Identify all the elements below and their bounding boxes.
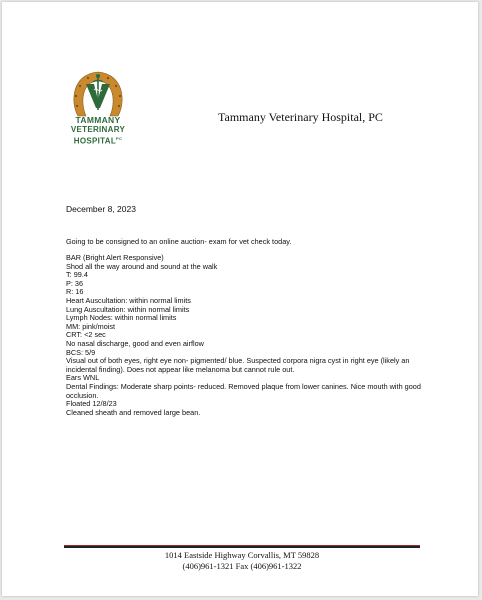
logo-line-tammany: TAMMANY — [75, 115, 121, 125]
note-line: Ears WNL — [66, 373, 100, 383]
exam-date: December 8, 2023 — [66, 204, 136, 214]
hospital-name-heading: Tammany Veterinary Hospital, PC — [218, 110, 383, 124]
note-line: BCS: 5/9 — [66, 347, 96, 357]
note-line: Lung Auscultation: within normal limits — [66, 304, 190, 314]
logo-pc-suffix: PC — [116, 136, 123, 141]
note-line: R: 16 — [66, 287, 84, 297]
footer-divider — [64, 545, 420, 548]
note-line: P: 36 — [66, 278, 84, 288]
note-line: CRT: <2 sec — [66, 330, 106, 340]
note-line: Floated 12/8/23 — [66, 399, 117, 409]
horseshoe-caduceus-icon — [64, 66, 132, 118]
hospital-logo — [64, 66, 132, 146]
footer-address: 1014 Eastside Highway Corvallis, MT 59828 — [164, 550, 320, 560]
logo-line-veterinary: VETERINARY — [70, 125, 126, 134]
note-line: Lymph Nodes: within normal limits — [66, 313, 177, 323]
logo-hospital-word: HOSPITAL — [73, 136, 117, 146]
note-line: Shod all the way around and sound at the walk — [66, 261, 218, 271]
logo-line-hospital — [64, 134, 132, 146]
note-line: Visual out of both eyes, right eye non- pigmented/ blue. Suspected corpora nigra cyst in right eye (likely an incidental finding). Does not appear like melanoma but cannot rule out. — [66, 356, 410, 374]
document-page — [2, 2, 478, 596]
footer-phone: (406)961-1321 Fax (406)961-1322 — [182, 561, 302, 571]
note-line: MM: pink/moist — [66, 321, 116, 331]
note-line: T: 99.4 — [66, 270, 88, 280]
footer — [64, 550, 420, 572]
note-line: Heart Auscultation: within normal limits — [66, 295, 191, 305]
note-line: BAR (Bright Alert Responsive) — [66, 253, 164, 262]
note-line: Dental Findings: Moderate sharp points- reduced. Removed plaque from lower canines. Nice mouth with good occlusion. — [66, 381, 421, 400]
intro-line: Going to be consigned to an online auction- exam for vet check today. — [66, 237, 292, 246]
exam-notes — [66, 254, 426, 417]
note-line: No nasal discharge, good and even airflow — [66, 338, 204, 348]
note-line: Cleaned sheath and removed large bean. — [66, 407, 201, 417]
